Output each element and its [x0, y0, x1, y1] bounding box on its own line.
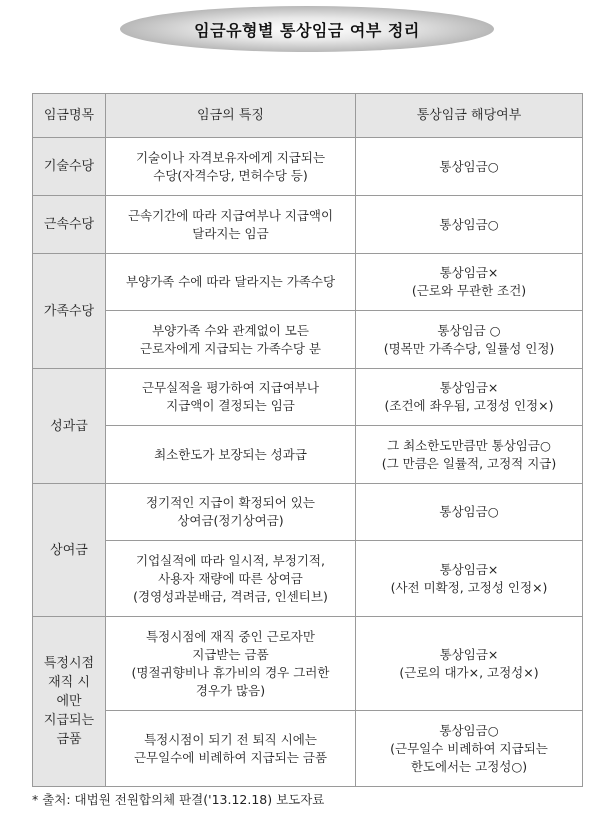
table-row	[33, 484, 583, 541]
page-title: 임금유형별 통상임금 여부 정리	[194, 20, 420, 40]
feature-cell: 기업실적에 따라 일시적, 부정기적, 사용자 재량에 따른 상여금 (경영성과분배금, 격려금, 인센티브)	[106, 541, 356, 617]
feature-cell: 근속기간에 따라 지급여부나 지급액이 달라지는 임금	[106, 196, 356, 254]
status-cell: 통상임금 ○ (명목만 가족수당, 일률성 인정)	[356, 311, 583, 369]
table-row	[33, 617, 583, 711]
feature-cell: 특정시점에 재직 중인 근로자만 지급받는 금품 (명절귀향비나 휴가비의 경우 그러한 경우가 많음)	[106, 617, 356, 711]
table-row	[33, 369, 583, 426]
wage-name-cell: 특정시점 재직 시 에만 지급되는 금품	[33, 617, 106, 787]
wage-name-cell: 가족수당	[33, 254, 106, 369]
table-row	[33, 426, 583, 484]
wage-name-cell: 근속수당	[33, 196, 106, 254]
wage-name-cell: 성과급	[33, 369, 106, 484]
feature-cell: 부양가족 수와 관계없이 모든 근로자에게 지급되는 가족수당 분	[106, 311, 356, 369]
status-cell: 통상임금× (조건에 좌우됨, 고정성 인정×)	[356, 369, 583, 426]
table-row	[33, 138, 583, 196]
status-cell: 통상임금○	[356, 138, 583, 196]
status-cell: 통상임금○	[356, 484, 583, 541]
table-row	[33, 254, 583, 311]
wage-table	[32, 93, 583, 787]
feature-cell: 정기적인 지급이 확정되어 있는 상여금(정기상여금)	[106, 484, 356, 541]
status-cell: 통상임금○ (근무일수 비례하여 지급되는 한도에서는 고정성○)	[356, 711, 583, 787]
feature-cell: 기술이나 자격보유자에게 지급되는 수당(자격수당, 면허수당 등)	[106, 138, 356, 196]
feature-cell: 최소한도가 보장되는 성과급	[106, 426, 356, 484]
status-cell: 그 최소한도만큼만 통상임금○ (그 만큼은 일률적, 고정적 지급)	[356, 426, 583, 484]
status-cell: 통상임금× (사전 미확정, 고정성 인정×)	[356, 541, 583, 617]
title-banner	[120, 6, 494, 52]
status-cell: 통상임금× (근로의 대가×, 고정성×)	[356, 617, 583, 711]
source-footnote: * 출처: 대법원 전원합의체 판결('13.12.18) 보도자료	[32, 792, 325, 807]
feature-cell: 특정시점이 되기 전 퇴직 시에는 근무일수에 비례하여 지급되는 금품	[106, 711, 356, 787]
header-row	[33, 94, 583, 138]
wage-name-cell: 기술수당	[33, 138, 106, 196]
table-row	[33, 311, 583, 369]
wage-name-cell: 상여금	[33, 484, 106, 617]
table-row	[33, 711, 583, 787]
header-ordinary-wage-status: 통상임금 해당여부	[356, 94, 583, 138]
table-row	[33, 196, 583, 254]
header-wage-name: 임금명목	[33, 94, 106, 138]
header-wage-feature: 임금의 특징	[106, 94, 356, 138]
feature-cell: 부양가족 수에 따라 달라지는 가족수당	[106, 254, 356, 311]
status-cell: 통상임금× (근로와 무관한 조건)	[356, 254, 583, 311]
status-cell: 통상임금○	[356, 196, 583, 254]
feature-cell: 근무실적을 평가하여 지급여부나 지급액이 결정되는 임금	[106, 369, 356, 426]
table-row	[33, 541, 583, 617]
